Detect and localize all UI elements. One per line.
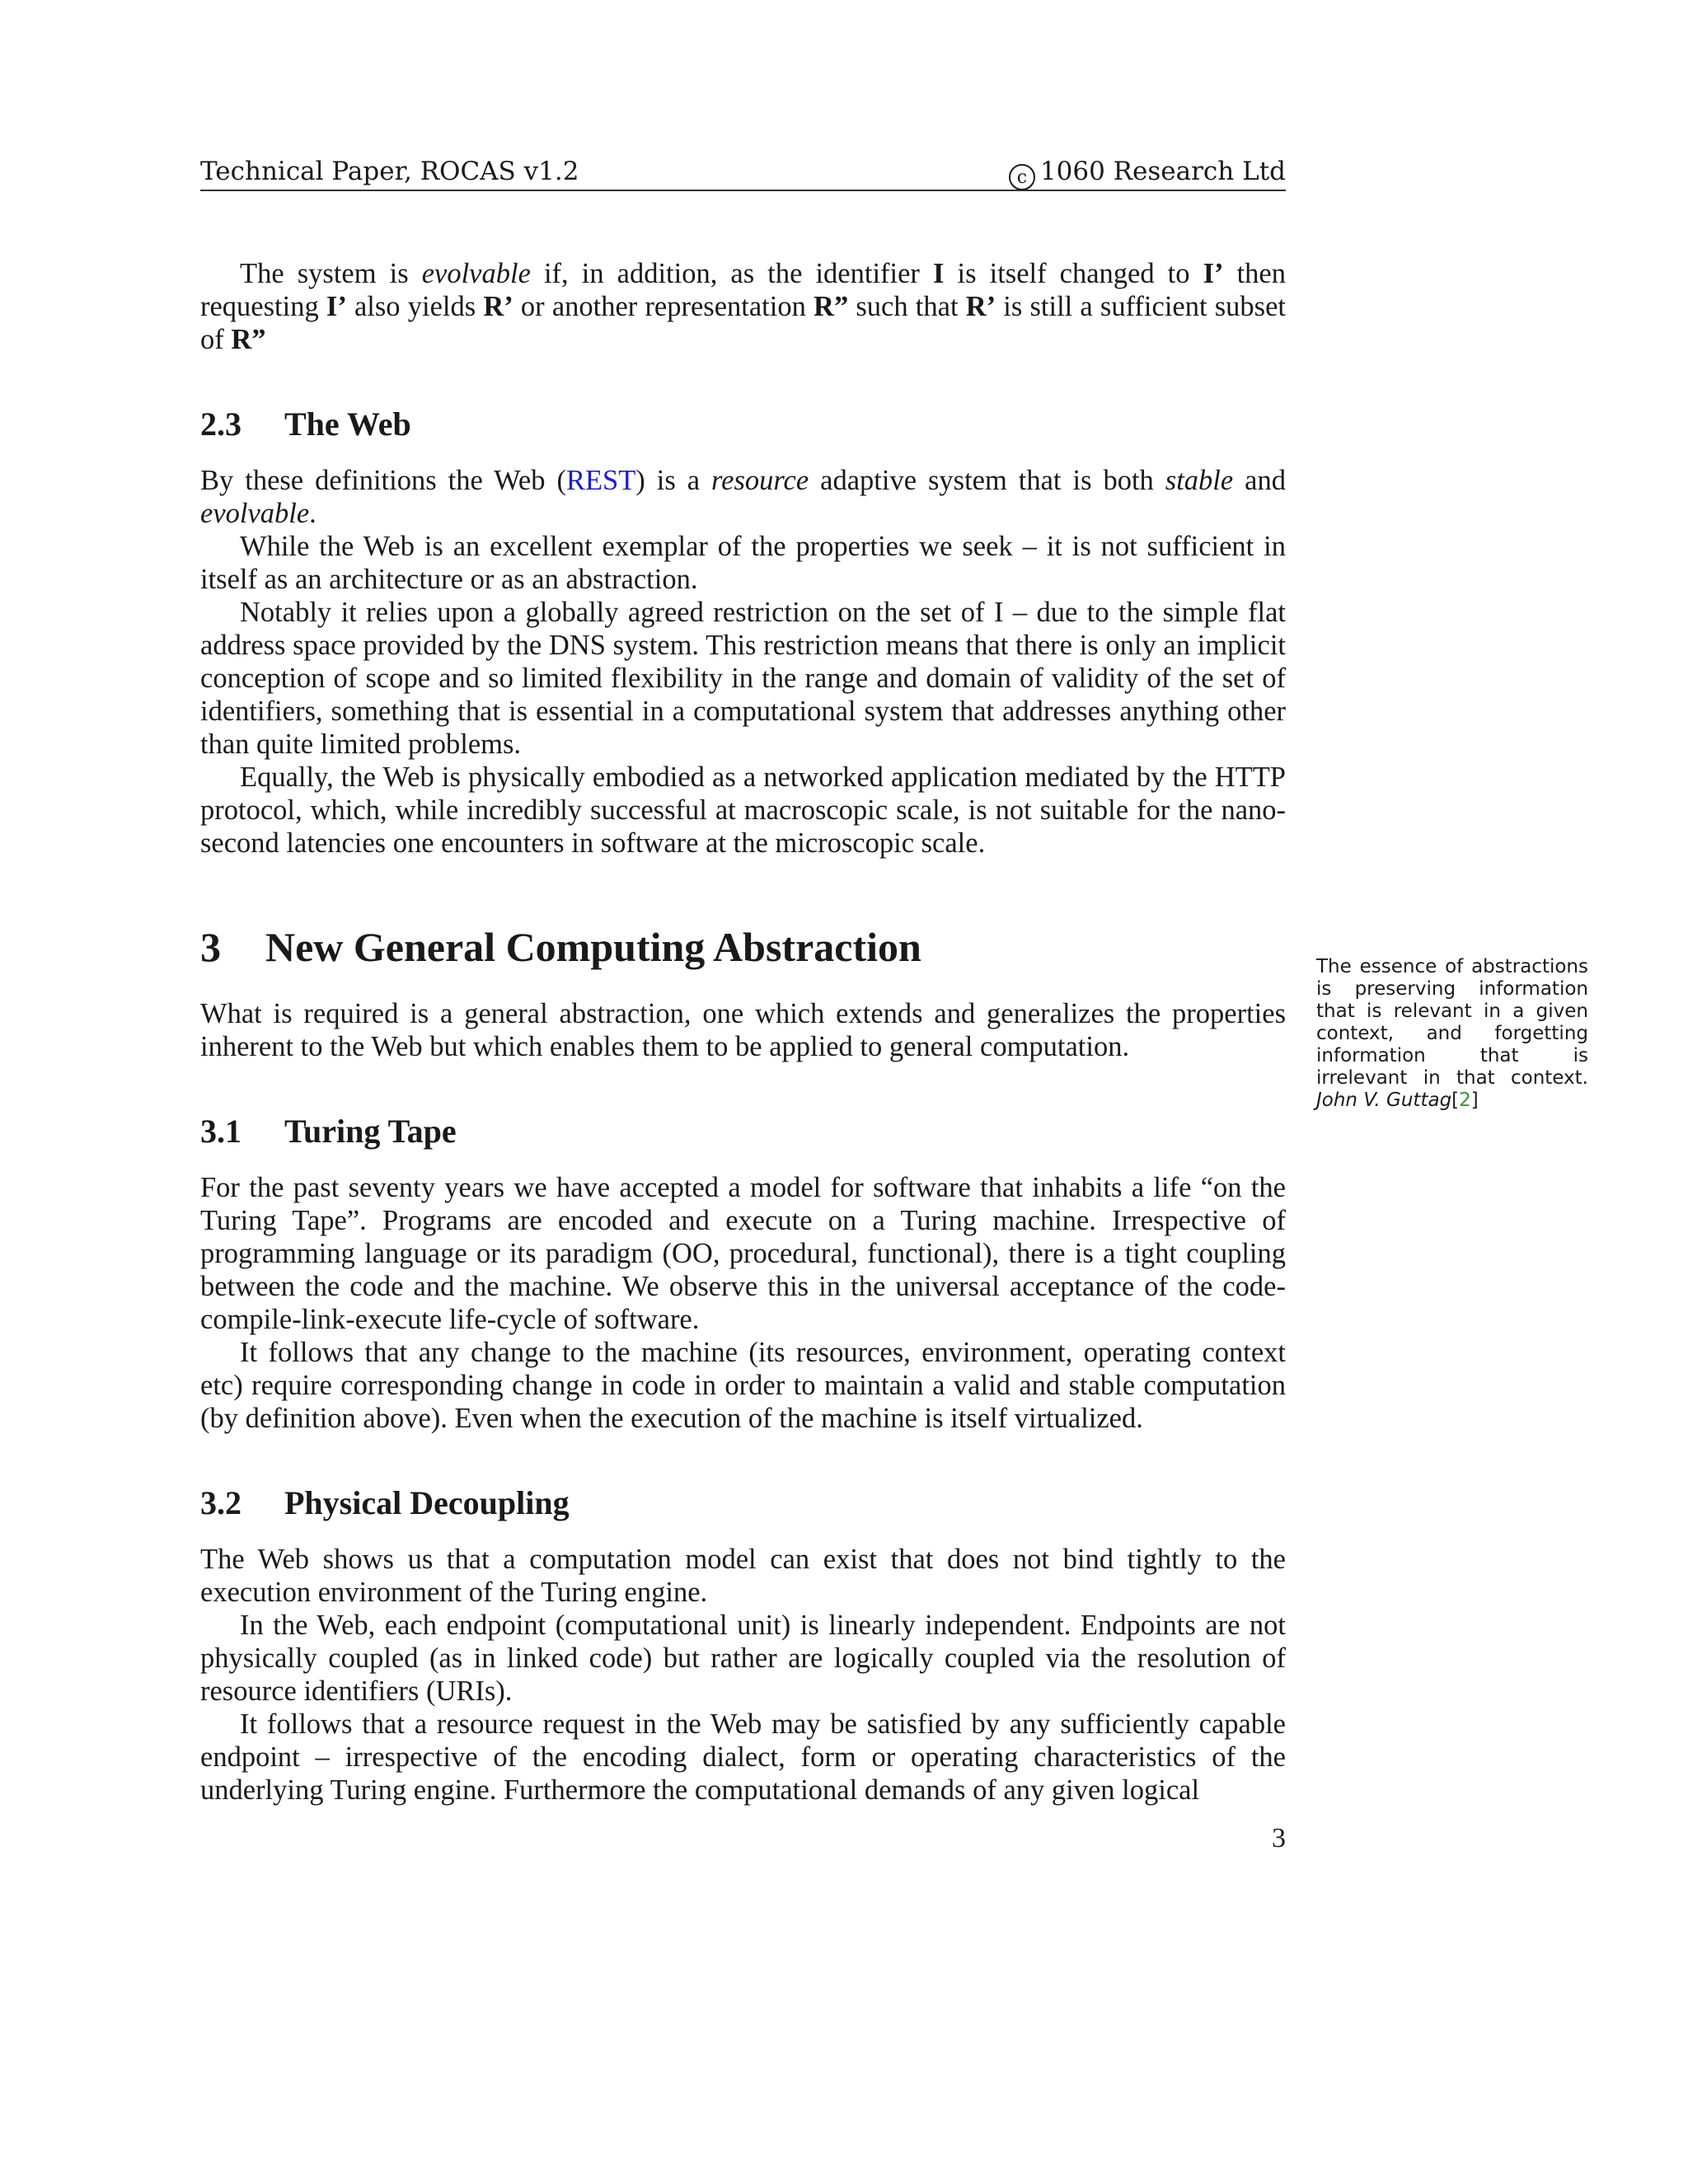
paragraph: It follows that any change to the machine (its resources, environment, operating context etc) require corresponding change in code in order to maintain a valid and stable computation (by definition above). Even when the execution of the machine is itself virtualized. <box>200 1337 1286 1434</box>
intro-paragraph: The system is evolvable if, in addition, as the identifier I is itself changed to I’ then requesting I’ also yields R’ or another representation R” such that R’ is still a sufficient subset of R” <box>200 258 1286 355</box>
paragraph: In the Web, each endpoint (computational unit) is linearly independent. Endpoints are not physically coupled (as in linked code) but rather are logically coupled via the resolution of resource identifiers (URIs). <box>200 1610 1286 1707</box>
rest-link[interactable]: REST <box>565 465 636 496</box>
section-heading-3: 3 New General Computing Abstraction <box>200 924 921 970</box>
page-number: 3 <box>1272 1823 1286 1854</box>
paragraph: It follows that a resource request in the Web may be satisfied by any sufficiently capable endpoint – irrespective of the encoding dialect, form or operating characteristics of the underlying Turing engine. Furthermore the computational demands of any given logical <box>200 1708 1286 1806</box>
copyright-icon: c <box>1009 164 1035 190</box>
paragraph: The Web shows us that a computation model can exist that does not bind tightly to the execution environment of the Turing engine. <box>200 1544 1286 1608</box>
paragraph: By these definitions the Web (REST) is a resource adaptive system that is both stable and evolvable. <box>200 465 1286 529</box>
header-copyright <box>1009 153 1286 190</box>
header-organization: 1060 Research Ltd <box>1039 157 1286 186</box>
paragraph: What is required is a general abstraction, one which extends and generalizes the properties inherent to the Web but which enables them to be applied to general computation. <box>200 998 1286 1062</box>
paragraph: Notably it relies upon a globally agreed restriction on the set of I – due to the simple flat address space provided by the DNS system. This restriction means that there is only an implicit conception of scope and so limited flexibility in the range and domain of validity of the set of identifiers, something that is essential in a computational system that addresses anything other than quite limited problems. <box>200 597 1286 760</box>
page-header <box>200 153 1286 191</box>
section-heading-3-2: 3.2 Physical Decoupling <box>200 1484 570 1521</box>
paragraph: Equally, the Web is physically embodied as a networked application mediated by the HTTP protocol, which, while incredibly successful at macroscopic scale, is not suitable for the nano- second latencies one encounters in software at the microscopic scale. <box>200 762 1286 859</box>
main-text-column <box>200 257 1286 1807</box>
margin-note-quote: The essence of abstractions is preserving information that is relevant in a given context, and forgetting information that is irrelevant in that context. John V. Guttag[2] <box>1316 956 1588 1111</box>
section-heading-3-1: 3.1 Turing Tape <box>200 1113 457 1150</box>
citation-link[interactable]: 2 <box>1459 1090 1471 1111</box>
section-heading-2-3: 2.3 The Web <box>200 405 411 443</box>
paragraph: For the past seventy years we have accepted a model for software that inhabits a life “on the Turing Tape”. Programs are encoded and execute on a Turing machine. Irrespective of programming language or its paradigm (OO, procedural, functional), there is a tight coupling between the code and the machine. We observe this in the universal acceptance of the code-compile-link-execute life-cycle of software. <box>200 1172 1286 1335</box>
quote-author: John V. Guttag <box>1316 1090 1452 1111</box>
paragraph: While the Web is an excellent exemplar of the properties we seek – it is not sufficient in itself as an architecture or as an abstraction. <box>200 531 1286 595</box>
header-title: Technical Paper, ROCAS v1.2 <box>200 157 579 186</box>
